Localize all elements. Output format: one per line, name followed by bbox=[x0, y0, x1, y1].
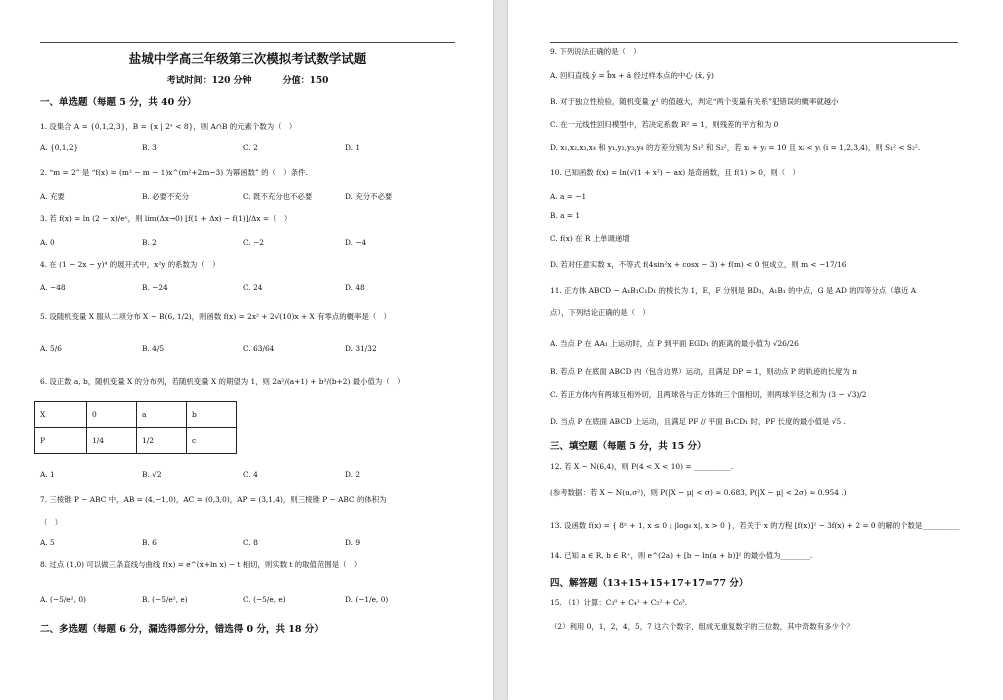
exam-time: 考试时间：120 分钟 bbox=[166, 76, 252, 86]
table-cell: b bbox=[187, 402, 237, 428]
q9-option-d: D. x₁,x₂,x₃,x₄ 和 y₁,y₂,y₃,y₄ 的方差分别为 S₁² 和 S₂²，若 xᵢ + yᵢ = 10 且 xᵢ < yᵢ (i = 1,2,3,4)，则 S₁² < S₂². bbox=[550, 143, 921, 152]
q4-option-a: A. −48 bbox=[40, 283, 66, 292]
q3-option-d: D. −4 bbox=[345, 238, 367, 247]
table-cell: a bbox=[137, 402, 187, 428]
q4-option-d: D. 48 bbox=[345, 283, 365, 292]
q1-option-a: A. {0,1,2} bbox=[40, 143, 79, 152]
q2-option-b: B. 必要不充分 bbox=[142, 192, 190, 201]
q7-option-b: B. 6 bbox=[142, 538, 157, 547]
section-heading-single-choice: 一、单选题（每题 5 分，共 40 分） bbox=[40, 97, 197, 108]
question-12-reference: (参考数据：若 X ~ N(u,σ²)，则 P(|X − μ| < σ) ≈ 0.683, P(|X − μ| < 2σ) ≈ 0.954 .) bbox=[550, 488, 847, 497]
q2-option-a: A. 充要 bbox=[40, 192, 65, 201]
question-1: 1. 设集合 A = {0,1,2,3}，B = {x | 2ˣ < 8}，则 A∩B 的元素个数为（ ） bbox=[40, 122, 297, 131]
q8-option-b: B. (−5/e², e) bbox=[142, 595, 188, 604]
table-cell: c bbox=[187, 428, 237, 454]
question-11: 11. 正方体 ABCD − A₁B₁C₁D₁ 的棱长为 1，E，F 分别是 BD₁，A₁B₁ 的中点，G 是 AD 的四等分点（靠近 A bbox=[550, 286, 917, 295]
table-cell: 1/2 bbox=[137, 428, 187, 454]
question-14: 14. 已知 a ∈ R, b ∈ R⁺，则 e^(2a) + [b − ln(a + b)]² 的最小值为________. bbox=[550, 551, 813, 560]
table-row bbox=[35, 402, 237, 428]
q4-option-c: C. 24 bbox=[243, 283, 263, 292]
section-heading-fill-in: 三、填空题（每题 5 分，共 15 分） bbox=[550, 441, 707, 452]
table-cell: 1/4 bbox=[87, 428, 137, 454]
question-8: 8. 过点 (1,0) 可以做三条直线与曲线 f(x) = e^(x+ln x) − t 相切，则实数 t 的取值范围是（ ） bbox=[40, 560, 362, 569]
question-5: 5. 设随机变量 X 服从二项分布 X ~ B(6, 1/2)，则函数 f(x) = 2x² + 2√(10)x + X 有零点的概率是（ ） bbox=[40, 312, 392, 321]
q9-option-b: B. 对于独立性检验，随机变量 χ² 的值越大，判定“两个变量有关系”犯错误的概率就越小 bbox=[550, 97, 839, 106]
left-page bbox=[0, 0, 493, 700]
right-page bbox=[508, 0, 1003, 700]
q1-option-c: C. 2 bbox=[243, 143, 258, 152]
q2-option-d: D. 充分不必要 bbox=[345, 192, 393, 201]
q9-option-c: C. 在一元线性回归模型中，若决定系数 R² = 1，则残差的平方和为 0 bbox=[550, 120, 779, 129]
q5-option-c: C. 63/64 bbox=[243, 344, 275, 353]
q7-option-c: C. 8 bbox=[243, 538, 258, 547]
q5-option-a: A. 5/6 bbox=[40, 344, 62, 353]
q3-option-b: B. 2 bbox=[142, 238, 157, 247]
q11-option-b: B. 若点 P 在底面 ABCD 内（包含边界）运动，且满足 DP = 1，则动点 P 的轨迹的长度为 π bbox=[550, 367, 858, 376]
question-12: 12. 若 X ~ N(6,4)，则 P(4 < X < 10) = __________. bbox=[550, 462, 734, 471]
question-6: 6. 设正数 a, b，随机变量 X 的分布列，若随机变量 X 的期望为 1，则 2a²/(a+1) + b²/(b+2) 最小值为（ ） bbox=[40, 377, 405, 386]
table-cell: X bbox=[35, 402, 87, 428]
table-cell: P bbox=[35, 428, 87, 454]
question-7-tail: （ ） bbox=[40, 518, 63, 527]
q10-option-a: A. a = −1 bbox=[550, 192, 587, 201]
exam-title: 盐城中学高三年级第三次模拟考试数学试题 bbox=[128, 51, 367, 66]
q5-option-d: D. 31/32 bbox=[345, 344, 377, 353]
q11-option-c: C. 若正方体内有两球互相外切，且两球各与正方体的三个面相切，则两球半径之和为 (3 − √3)/2 bbox=[550, 390, 867, 399]
q8-option-a: A. (−5/e², 0) bbox=[40, 595, 86, 604]
question-2: 2. “m = 2” 是 “f(x) = (m² − m − 1)x^(m²+2m−3) 为幂函数” 的（ ）条件. bbox=[40, 168, 308, 177]
q1-option-b: B. 3 bbox=[142, 143, 157, 152]
q6-option-a: A. 1 bbox=[40, 470, 55, 479]
table-cell: 0 bbox=[87, 402, 137, 428]
header-rule bbox=[550, 42, 958, 43]
q11-option-a: A. 当点 P 在 AA₁ 上运动时，点 P 到平面 EGD₁ 的距离的最小值为 √26/26 bbox=[550, 339, 799, 348]
q10-option-c: C. f(x) 在 R 上单调递增 bbox=[550, 234, 630, 243]
exam-meta bbox=[40, 73, 455, 86]
table-row bbox=[35, 428, 237, 454]
q6-option-c: C. 4 bbox=[243, 470, 258, 479]
q2-option-c: C. 既不充分也不必要 bbox=[243, 192, 313, 201]
q10-option-b: B. a = 1 bbox=[550, 211, 581, 220]
question-4: 4. 在 (1 − 2x − y)⁴ 的展开式中，x²y 的系数为（ ） bbox=[40, 260, 220, 269]
question-15-part-2: （2）利用 0，1，2，4，5，7 这六个数字，组成无重复数字的三位数，其中奇数有多少个？ bbox=[550, 622, 854, 631]
q3-option-a: A. 0 bbox=[40, 238, 55, 247]
question-11-tail: 点），下列结论正确的是（ ） bbox=[550, 308, 650, 317]
q7-option-a: A. 5 bbox=[40, 538, 55, 547]
q6-option-b: B. √2 bbox=[142, 470, 162, 479]
question-15: 15. （1）计算：C₃⁰ + C₄¹ + C₅² + C₆³. bbox=[550, 598, 688, 607]
header-rule bbox=[40, 42, 455, 43]
question-3: 3. 若 f(x) = ln (2 − x)/eˣ，则 lim(Δx→0) [f(1 + Δx) − f(1)]/Δx =（ ） bbox=[40, 214, 292, 223]
q1-option-d: D. 1 bbox=[345, 143, 361, 152]
q8-option-d: D. (−1/e, 0) bbox=[345, 595, 389, 604]
q5-option-b: B. 4/5 bbox=[142, 344, 165, 353]
question-7: 7. 三棱锥 P − ABC 中，AB = (4,−1,0)，AC = (0,3,0)，AP = (3,1,4)，则三棱锥 P − ABC 的体积为 bbox=[40, 495, 387, 504]
section-heading-multi-choice: 二、多选题（每题 6 分，漏选得部分分，错选得 0 分，共 18 分） bbox=[40, 624, 324, 635]
q8-option-c: C. (−5/e, e) bbox=[243, 595, 286, 604]
exam-score: 分值：150 bbox=[282, 76, 329, 86]
q11-option-d: D. 当点 P 在底面 ABCD 上运动，且满足 PF // 平面 B₁CD₁ 时，PF 长度的最小值是 √5 . bbox=[550, 417, 846, 426]
question-10: 10. 已知函数 f(x) = ln(√(1 + x²) − ax) 是奇函数，且 f(1) > 0，则（ ） bbox=[550, 168, 800, 177]
question-13: 13. 设函数 f(x) = { 8ˣ + 1, x ≤ 0 ; |log₈ x|, x > 0 }，若关于 x 的方程 [f(x)]² − 3f(x) + 2 = 0 的解的个数是__________ bbox=[550, 521, 960, 530]
q6-option-d: D. 2 bbox=[345, 470, 361, 479]
q4-option-b: B. −24 bbox=[142, 283, 168, 292]
question-9: 9. 下列说法正确的是（ ） bbox=[550, 47, 641, 56]
distribution-table bbox=[34, 401, 237, 454]
q3-option-c: C. −2 bbox=[243, 238, 264, 247]
q9-option-a: A. 回归直线 ŷ = b̂x + â 经过样本点的中心 (x̄, ȳ) bbox=[550, 71, 714, 80]
q10-option-d: D. 若对任意实数 x，不等式 f(4sin²x + cosx − 3) + f(m) < 0 恒成立，则 m < −17/16 bbox=[550, 260, 847, 269]
q7-option-d: D. 9 bbox=[345, 538, 361, 547]
section-heading-free-response: 四、解答题（13+15+15+17+17=77 分） bbox=[550, 578, 749, 589]
